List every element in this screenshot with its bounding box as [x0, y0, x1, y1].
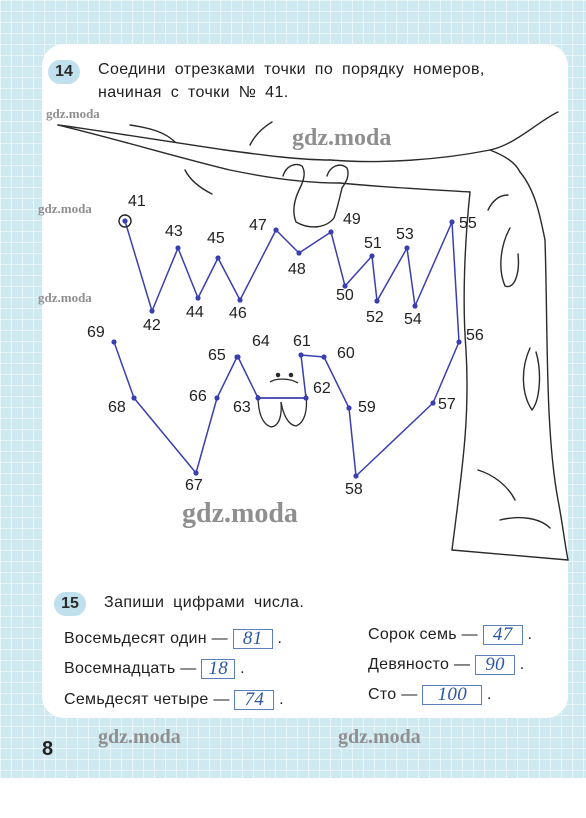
- point-47: [273, 227, 278, 232]
- point-label-47: 47: [249, 217, 267, 234]
- answer-box[interactable]: 81: [233, 629, 273, 649]
- point-41: [122, 218, 127, 223]
- point-69: [111, 339, 116, 344]
- point-63: [255, 395, 260, 400]
- number-word: Сорок семь —: [368, 626, 478, 644]
- point-label-64: 64: [252, 333, 270, 350]
- point-49: [328, 229, 333, 234]
- number-word: Семьдесят четыре —: [64, 691, 230, 709]
- point-label-62: 62: [313, 380, 331, 397]
- bat-face: [258, 373, 307, 427]
- point-67: [193, 470, 198, 475]
- point-label-57: 57: [438, 396, 456, 413]
- point-62: [303, 395, 308, 400]
- task-14-number: 14: [48, 60, 80, 84]
- period: .: [277, 630, 283, 648]
- task-15-instruction: Запиши цифрами числа.: [104, 594, 305, 611]
- connecting-path: [114, 221, 459, 476]
- point-label-59: 59: [358, 399, 376, 416]
- point-label-53: 53: [396, 226, 414, 243]
- answer-box[interactable]: 100: [422, 685, 482, 705]
- number-word-row-3: [64, 690, 284, 710]
- point-label-65: 65: [208, 347, 226, 364]
- point-56: [456, 339, 461, 344]
- point-label-46: 46: [229, 305, 247, 322]
- point-label-45: 45: [207, 230, 225, 247]
- point-54: [412, 303, 417, 308]
- point-label-66: 66: [189, 388, 207, 405]
- point-58: [353, 473, 358, 478]
- point-61: [298, 352, 303, 357]
- watermark: gdz.moda: [182, 498, 298, 529]
- answer-box[interactable]: 47: [483, 625, 523, 645]
- point-label-67: 67: [185, 477, 203, 494]
- point-43: [175, 245, 180, 250]
- watermark: gdz.moda: [38, 290, 92, 305]
- point-label-52: 52: [366, 309, 384, 326]
- number-word-row-1: [64, 629, 282, 649]
- point-label-42: 42: [143, 317, 161, 334]
- point-label-58: 58: [345, 481, 363, 498]
- number-word: Девяносто —: [368, 656, 471, 674]
- point-label-43: 43: [165, 223, 183, 240]
- answer-box[interactable]: 74: [234, 690, 274, 710]
- point-66: [214, 395, 219, 400]
- number-word: Восемнадцать —: [64, 660, 197, 678]
- point-label-68: 68: [108, 399, 126, 416]
- watermark: gdz.moda: [38, 201, 92, 216]
- task-14-instruction-line1: Соедини отрезками точки по порядку номеров,: [98, 61, 485, 78]
- point-44: [195, 295, 200, 300]
- watermark: gdz.moda: [46, 106, 100, 121]
- number-word: Сто —: [368, 686, 418, 704]
- number-word-row-2: [64, 659, 245, 679]
- point-48: [296, 250, 301, 255]
- tree-illustration: [58, 112, 568, 560]
- point-65: [234, 354, 239, 359]
- number-word-row-4: [368, 625, 532, 645]
- watermark: gdz.moda: [338, 726, 421, 748]
- point-label-54: 54: [404, 311, 422, 328]
- point-55: [449, 219, 454, 224]
- point-label-60: 60: [337, 345, 355, 362]
- watermark: gdz.moda: [98, 726, 181, 748]
- point-label-44: 44: [186, 304, 204, 321]
- point-label-63: 63: [233, 399, 251, 416]
- point-53: [404, 245, 409, 250]
- number-word-row-5: [368, 655, 525, 675]
- point-57: [430, 400, 435, 405]
- point-label-56: 56: [466, 327, 484, 344]
- period: .: [527, 626, 533, 644]
- point-label-69: 69: [87, 324, 105, 341]
- number-word: Восемьдесят один —: [64, 630, 228, 648]
- answer-box[interactable]: 90: [475, 655, 515, 675]
- connected-segments: [114, 221, 459, 476]
- point-60: [321, 354, 326, 359]
- point-label-51: 51: [364, 235, 382, 252]
- task-15-number: 15: [54, 592, 86, 616]
- point-46: [237, 297, 242, 302]
- answer-box[interactable]: 18: [201, 659, 235, 679]
- point-68: [131, 395, 136, 400]
- point-45: [215, 255, 220, 260]
- point-42: [149, 308, 154, 313]
- point-label-55: 55: [459, 215, 477, 232]
- watermark: gdz.moda: [292, 125, 392, 151]
- point-51: [369, 253, 374, 258]
- point-52: [374, 298, 379, 303]
- period: .: [519, 656, 525, 674]
- point-label-50: 50: [336, 287, 354, 304]
- period: .: [240, 660, 245, 678]
- point-59: [346, 405, 351, 410]
- point-label-41: 41: [128, 193, 146, 210]
- point-label-48: 48: [288, 261, 306, 278]
- point-label-61: 61: [293, 333, 311, 350]
- number-word-row-6: [368, 685, 492, 705]
- task-14-instruction-line2: начиная с точки № 41.: [98, 84, 289, 101]
- point-label-49: 49: [343, 211, 361, 228]
- period: .: [487, 686, 492, 704]
- period: .: [279, 691, 284, 709]
- page-number: 8: [42, 738, 54, 760]
